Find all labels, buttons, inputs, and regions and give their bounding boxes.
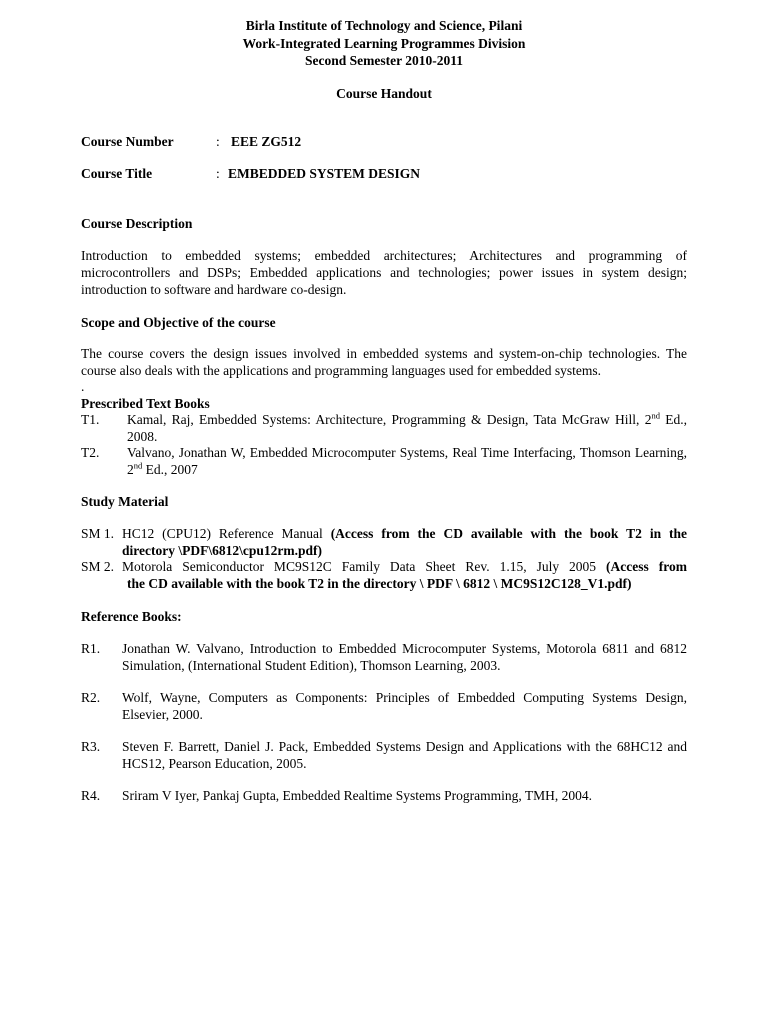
- course-number-separator: :: [216, 134, 220, 149]
- study-material-id: SM 2.: [81, 559, 115, 574]
- reference-id: R1.: [81, 641, 101, 656]
- course-title-separator: :: [216, 166, 220, 181]
- course-number-label: Course Number: [81, 134, 174, 149]
- course-number-value: EEE ZG512: [231, 134, 302, 149]
- course-title-value: EMBEDDED SYSTEM DESIGN: [228, 166, 421, 181]
- scope-text: The course covers the design issues involved in embedded systems and system-on-chip technologies. The course also deals with the applications and programming languages used for embedded systems.: [81, 346, 687, 378]
- reference-entry: Wolf, Wayne, Computers as Components: Principles of Embedded Computing Systems Design, Elsevier, 2000.: [122, 690, 687, 722]
- reference-id: R3.: [81, 739, 101, 754]
- semester-label: Second Semester 2010-2011: [305, 53, 463, 68]
- course-description-heading: Course Description: [81, 216, 193, 231]
- reference-entry: Steven F. Barrett, Daniel J. Pack, Embedded Systems Design and Applications with the 68HC12 and HCS12, Pearson Education, 2005.: [122, 739, 687, 771]
- text-book-id: T2.: [81, 445, 100, 460]
- study-material-path: directory \PDF\6812\cpu12rm.pdf): [122, 543, 322, 558]
- study-material-id: SM 1.: [81, 526, 115, 541]
- text-book-id: T1.: [81, 412, 100, 427]
- reference-id: R4.: [81, 788, 101, 803]
- study-material-entry: HC12 (CPU12) Reference Manual (Access from the CD available with the book T2 in the: [122, 526, 688, 541]
- study-material-heading: Study Material: [81, 494, 169, 509]
- reference-id: R2.: [81, 690, 101, 705]
- course-description-text: Introduction to embedded systems; embedded architectures; Architectures and programming of microcontrollers and DSPs; Embedded applications and technologies; power issues in system design; introduction to software and hardware co-design.: [81, 248, 687, 297]
- division-name: Work-Integrated Learning Programmes Division: [242, 36, 526, 51]
- reference-books-heading: Reference Books:: [81, 609, 182, 624]
- course-title-label: Course Title: [81, 166, 153, 181]
- institute-name: Birla Institute of Technology and Science, Pilani: [245, 18, 523, 33]
- text-books-heading: Prescribed Text Books: [81, 396, 210, 411]
- scope-heading: Scope and Objective of the course: [81, 315, 276, 330]
- study-material-path: the CD available with the book T2 in the directory \ PDF \ 6812 \ MC9S12C128_V1.pdf): [127, 576, 632, 591]
- study-material-entry: Motorola Semiconductor MC9S12C Family Data Sheet Rev. 1.15, July 2005 (Access from: [122, 559, 687, 574]
- text-book-entry: Kamal, Raj, Embedded Systems: Architecture, Programming & Design, Tata McGraw Hill, 2nd Ed., 2008.: [127, 410, 687, 444]
- reference-entry: Sriram V Iyer, Pankaj Gupta, Embedded Realtime Systems Programming, TMH, 2004.: [122, 788, 593, 803]
- reference-entry: Jonathan W. Valvano, Introduction to Embedded Microcomputer Systems, Motorola 6811 and 6812 Simulation, (International Student Edition), Thomson Learning, 2003.: [122, 641, 687, 673]
- text-book-entry: Valvano, Jonathan W, Embedded Microcomputer Systems, Real Time Interfacing, Thomson Learning, 2nd Ed., 2007: [127, 445, 687, 477]
- document-title: Course Handout: [336, 86, 432, 101]
- stray-mark: .: [81, 379, 85, 394]
